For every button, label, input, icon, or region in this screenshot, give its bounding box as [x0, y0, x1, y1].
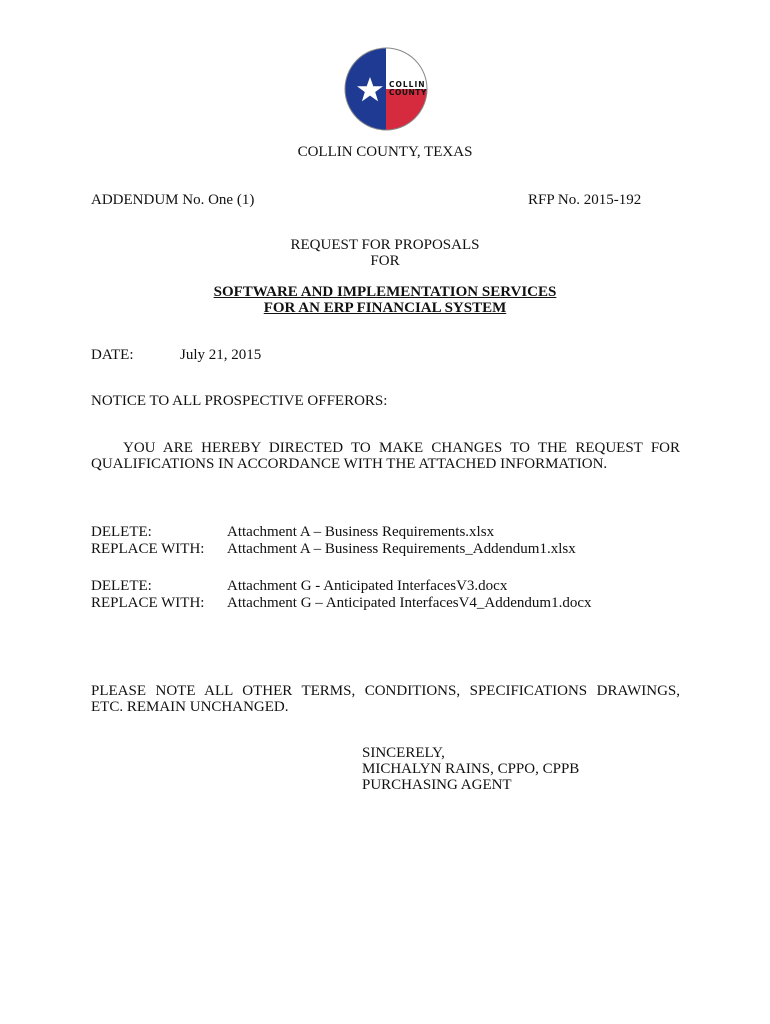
logo-text-line2: COUNTY	[389, 88, 427, 97]
rfp-number: RFP No. 2015-192	[528, 192, 642, 208]
date-label: DATE:	[91, 347, 134, 363]
closing-line2: ETC. REMAIN UNCHANGED.	[91, 699, 289, 715]
closing-line1: PLEASE NOTE ALL OTHER TERMS, CONDITIONS, SPECIFICATIONS DRAWINGS,	[91, 683, 680, 699]
replace-label: REPLACE WITH:	[91, 541, 205, 557]
subject-line1: SOFTWARE AND IMPLEMENTATION SERVICES	[213, 284, 557, 300]
replace-value: Attachment A – Business Requirements_Addendum1.xlsx	[227, 541, 576, 557]
logo-text-line1: COLLIN	[389, 80, 426, 89]
title-line2: FOR	[370, 253, 400, 269]
notice-body-line2: QUALIFICATIONS IN ACCORDANCE WITH THE ATTACHED INFORMATION.	[91, 456, 608, 472]
signature-salutation: SINCERELY,	[362, 745, 445, 761]
replace-value: Attachment G – Anticipated InterfacesV4_Addendum1.docx	[227, 595, 592, 611]
date-value: July 21, 2015	[180, 347, 262, 363]
title-line1: REQUEST FOR PROPOSALS	[290, 237, 480, 253]
delete-label: DELETE:	[91, 578, 152, 594]
county-seal-icon	[344, 47, 428, 131]
delete-value: Attachment A – Business Requirements.xlsx	[227, 524, 495, 540]
collin-county-logo	[344, 47, 428, 131]
subject-line2: FOR AN ERP FINANCIAL SYSTEM	[263, 300, 507, 316]
county-heading: COLLIN COUNTY, TEXAS	[297, 144, 473, 160]
delete-value: Attachment G - Anticipated InterfacesV3.docx	[227, 578, 508, 594]
replace-label: REPLACE WITH:	[91, 595, 205, 611]
addendum-number: ADDENDUM No. One (1)	[91, 192, 255, 208]
notice-body-line1: YOU ARE HEREBY DIRECTED TO MAKE CHANGES TO THE REQUEST FOR	[123, 440, 680, 456]
signature-title: PURCHASING AGENT	[362, 777, 512, 793]
delete-label: DELETE:	[91, 524, 152, 540]
notice-heading: NOTICE TO ALL PROSPECTIVE OFFERORS:	[91, 393, 388, 409]
signature-name: MICHALYN RAINS, CPPO, CPPB	[362, 761, 580, 777]
